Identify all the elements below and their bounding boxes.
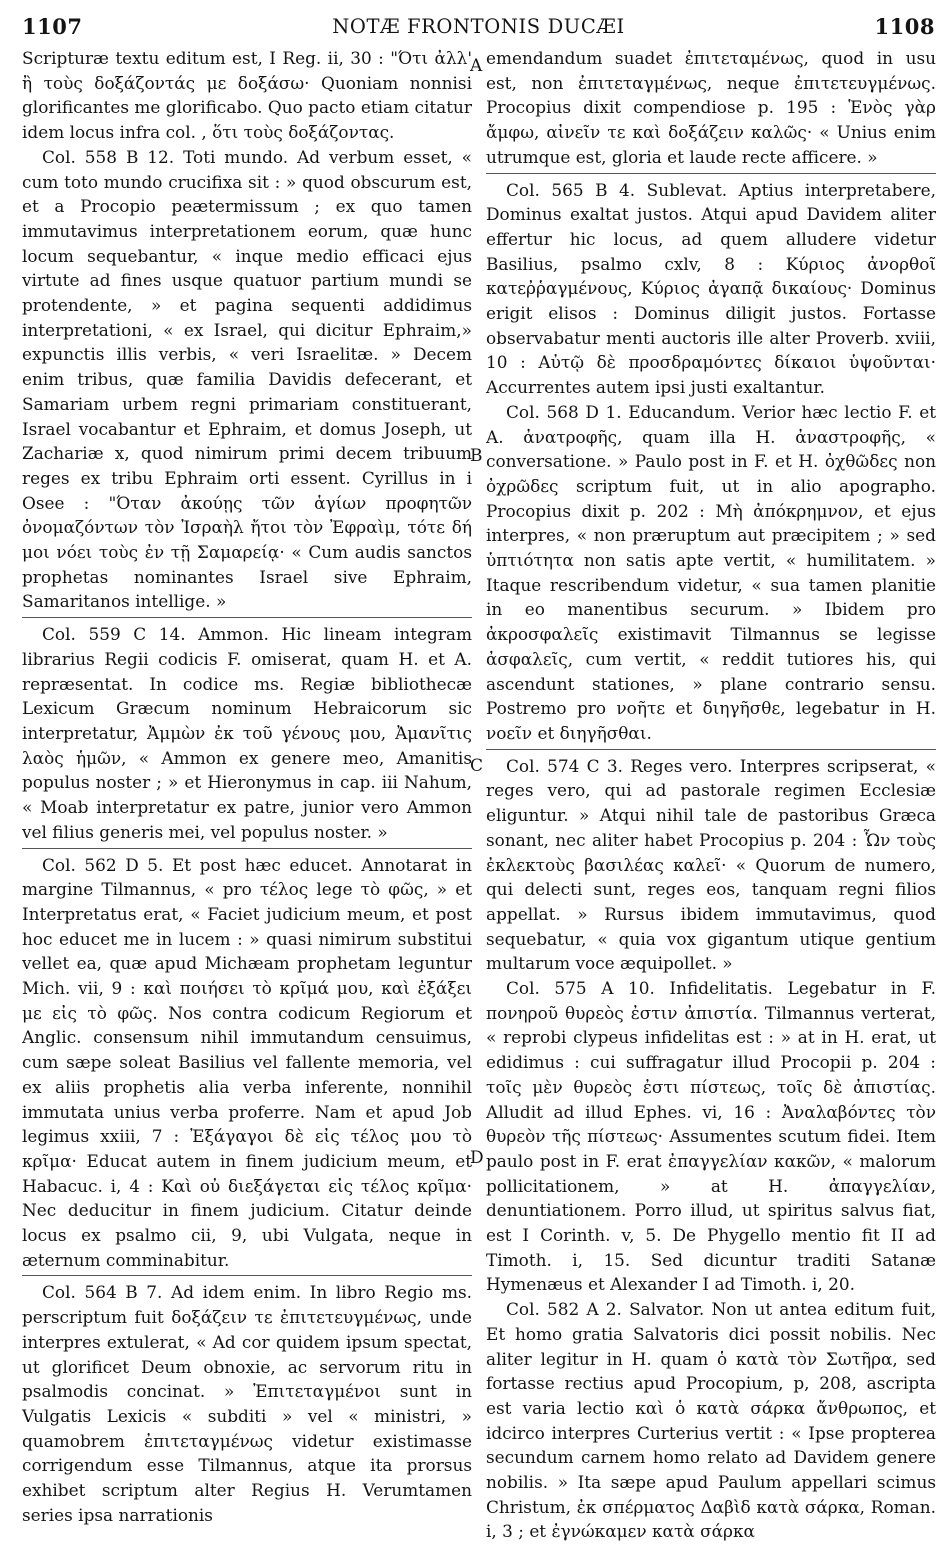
note-separator <box>486 749 936 750</box>
note-paragraph: Col. 562 D 5. Et post hæc educet. Annotarat in margine Tilmannus, « pro τέλος lege τὸ φῶς, » et Interpretatus erat, « Faciet judicium meum, et post hoc educet me in lucem : » quasi nimirum substitui vellet ea, quæ apud Michæam prophetam leguntur Mich. vii, 9 : καὶ ποιήσει τὸ κρῖμά μου, καὶ ἐξάξει με εἰς τὸ φῶς. Nos contra codicum Regiorum et Anglic. consensum nihil immutandum censuimus, cum sæpe soleat Basilius vel fallente memoria, vel ex aliis prophetis alia verba inferente, nonnihil immutata unius verba proferre. Nam et apud Job legimus xxiii, 7 : Ἐξάγαγοι δὲ εἰς τέλος μου τὸ κρῖμα· Educat autem in finem judicium meum, et Habacuc. i, 4 : Καὶ οὐ διεξάγεται εἰς τέλος κρῖμα· Nec deducitur in finem judicium. Citatur deinde locus ex psalmo cii, 9, ubi Vulgata, neque in æternum comminabitur. <box>22 854 472 1270</box>
margin-letter-c: C <box>470 756 484 776</box>
note-separator <box>22 848 472 849</box>
note-paragraph: Col. 558 B 12. Toti mundo. Ad verbum esset, « cum toto mundo crucifixa sit : » quod obscurum est, et a Procopio peætermissum ; ex quo tamen immutavimus interpretationem eorum, quæ hunc locum sequebantur, « inque medio efficaci ejus virtute ad fines usque quatuor partium mundi se protendente, » et pagina sequenti addidimus interpretationi, « ex Israel, qui dicitur Ephraim,» expunctis illis verbis, « veri Israelitæ. » Decem enim tribus, quæ familia Davidis defecerant, et Samariam urbem regni primariam constituerant, Israel vocabantur et Ephraim, et domus Joseph, ut Zachariæ x, quod nimirum primi decem tribuum reges ex tribu Ephraim orti essent. Cyrillus in i Osee : "Όταν ἀκούῃς τῶν ἁγίων προφητῶν ὀνομαζόντων τὸν Ἰσραὴλ ἤτοι τὸν Ἐφραὶμ, τότε δή μοι νόει τοὺς ἐν τῇ Σαμαρείᾳ· « Cum audis sanctos prophetas nominantes Israel sive Ephraim, Samaritanos intellige. » <box>22 146 472 612</box>
note-separator <box>486 173 936 174</box>
right-column <box>486 46 936 1544</box>
note-paragraph: Col. 582 A 2. Salvator. Non ut antea editum fuit, Et homo gratia Salvatoris dici possit nobilis. Nec aliter legitur in H. quam ὁ κατὰ τὸν Σωτῆρα, sed fortasse rectius apud Procopium, p, 208, ascripta est varia lectio καὶ ὁ κατὰ σάρκα ἄνθρωπος, et idcirco interpres Curterius vertit : « Ipse propterea secundum carnem homo relato ad Davidem genere nobilis. » Ita sæpe apud Paulum appellari scimus Christum, ἐκ σπέρματος Δαβὶδ κατὰ σάρκα, Roman. i, 3 ; et ἐγνώκαμεν κατὰ σάρκα <box>486 1299 936 1542</box>
note-separator <box>22 617 472 618</box>
margin-letter-d: D <box>470 1148 484 1168</box>
note-paragraph: Col. 574 C 3. Reges vero. Interpres scripserat, « reges vero, qui ad pastorale regimen Ecclesiæ eliguntur. » Atqui nihil tale de pastoribus Græca sonant, nec aliter habet Procopius p. 204 : Ὧν τοὺς ἐκλεκτοὺς βασιλέας καλεῖ· « Quorum de numero, qui delecti sunt, reges eos, tanquam regni filios appellat. » Rursus ibidem immutavimus, quod sequebatur, « quia vox gigantum utique gentium multarum voce æquipollet. » <box>486 755 936 974</box>
running-title: NOTÆ FRONTONIS DUCÆI <box>332 15 625 38</box>
page-header <box>22 14 935 44</box>
left-column <box>22 46 472 1527</box>
note-separator <box>22 1275 472 1276</box>
note-paragraph: Col. 564 B 7. Ad idem enim. In libro Regio ms. perscriptum fuit δοξάζειν τε ἐπιτετευγμένως, unde interpres extulerat, « Ad cor quidem ipsum spectat, ut glorificet Deum obnoxie, ac servorum ritu in psalmodis concinat. » Ἐπιτεταγμένοι sunt in Vulgatis Lexicis « subditi » vel « ministri, » quamobrem ἐπιτεταγμένως videtur existimasse corrigendum esse Tilmannus, atque ita prorsus exhibet scriptum alter Regius H. Verumtamen series ipsa narrationis <box>22 1282 472 1525</box>
note-paragraph: Col. 559 C 14. Ammon. Hic lineam integram librarius Regii codicis F. omiserat, quam H. et A. repræsentat. In codice ms. Regiæ bibliothecæ Lexicum Græcum nominum Hebraicorum sic interpretatur, Ἀμμὼν ἐκ τοῦ γένους μου, Ἀμανῖτις λαὸς ἡμῶν, « Ammon ex genere meo, Amanitis populus noster ; » et Hieronymus in cap. iii Nahum, « Moab interpretatur ex patre, junior vero Ammon vel filius generis mei, vel populus noster. » <box>22 624 472 842</box>
note-paragraph: Col. 565 B 4. Sublevat. Aptius interpretabere, Dominus exaltat justos. Atqui apud Davidem aliter effertur hic locus, ad quem alludere videtur Basilius, psalmo cxlv, 8 : Κύριος ἀνορθοῖ κατεῤῥαγμένους, Κύριος ἀγαπᾷ δικαίους· Dominus erigit elisos : Dominus diligit justos. Fortasse observabatur menti auctoris ille alter Proverb. xviii, 10 : Αὐτῷ δὲ προσδραμόντες δίκαιοι ὑψοῦνται· Accurrentes autem ipsi justi exaltantur. <box>486 179 936 398</box>
page-number-left: 1107 <box>22 14 83 39</box>
note-paragraph: Col. 568 D 1. Educandum. Verior hæc lectio F. et A. ἀνατροφῆς, quam illa H. ἀναστροφῆς, « conversatione. » Paulo post in F. et H. ὀχθῶδες non ὀχρῶδες scriptum fuit, ut in alio apographo. Procopius dixit p. 202 : Μὴ ἀπόκρημνον, et ejus interpres, « non præruptum aut præcipitem ; » sed ὑπτιότητα non satis apte vertit, « humilitatem. » Itaque rescribendum videtur, « sua tamen planitie in eo manentibus securum. » Ibidem pro ἀκροσφαλεῖς existimavit Tilmannus se legisse ἀσφαλεῖς, cum vertit, « reddit tutiores his, qui ascendunt stationes, » plane contrario sensu. Postremo pro νοῆτε et διηγῆσθε, legebatur in H. νοεῖν et διηγῆσθαι. <box>486 401 936 743</box>
page-number-right: 1108 <box>874 14 935 39</box>
margin-letter-a: A <box>470 56 483 76</box>
note-paragraph: Scripturæ textu editum est, I Reg. ii, 30 : "Ότι ἀλλ' ἢ τοὺς δοξάζοντάς με δοξάσω· Quoniam nonnisi glorificantes me glorificabo. Quo pacto etiam citatur idem locus infra col. , ὅτι τοὺς δοξάζοντας. <box>22 48 472 143</box>
note-paragraph: emendandum suadet ἐπιτεταμένως, quod in usu est, non ἐπιτεταγμένως, neque ἐπιτετευγμένως. Procopius dixit compendiose p. 195 : Ἑνὸς γὰρ ἄμφω, αἰνεῖν τε καὶ δοξάζειν καλῶς· « Unius enim utrumque est, gloria et laude recte afficere. » <box>486 48 936 167</box>
note-paragraph: Col. 575 A 10. Infidelitatis. Legebatur in F. πονηροῦ θυρεὸς ἐστιν ἀπιστία. Tilmannus verterat, « reprobi clypeus infidelitas est : » at in H. erat, ut edidimus : cui suffragatur illud Procopii p. 204 : τοῖς μὲν θυρεὸς ἐστι πίστεως, τοῖς δὲ ἀπιστίας. Alludit ad illud Ephes. vi, 16 : Ἀναλαβόντες τὸν θυρεὸν τῆς πίστεως· Assumentes scutum fidei. Item paulo post in F. erat ἐπαγγελίαν κακῶν, « malorum pollicitationem, » at H. ἀπαγγελίαν, denuntiationem. Porro illud, ut spiritus salvus fiat, est I Corinth. v, 5. De Phygello mentio fit II ad Timoth. i, 15. Sed dicuntur traditi Satanæ Hymenæus et Alexander I ad Timoth. i, 20. <box>486 978 936 1295</box>
margin-letter-b: B <box>470 446 483 466</box>
